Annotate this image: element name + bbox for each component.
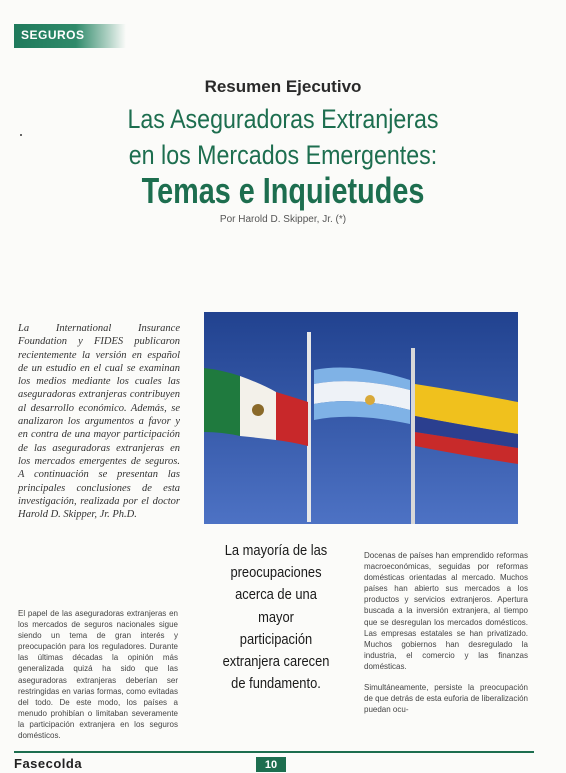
section-tab bbox=[14, 24, 126, 48]
section-label: SEGUROS bbox=[21, 28, 85, 42]
flagpole-right bbox=[411, 348, 415, 524]
column3-paragraph-1: Docenas de países han emprendido reformas macroeconómicas, seguidas por reformas domésticas orientadas al mercado. Muchos países han abierto sus mercados a los productos y servicios extranjeros. Apertura buscada a la inversión extranjera, al tiempo que se desregulan los mercados domésticos. Las empresas estatales se han privatizado. Muchos gobiernos han desregulado la industria, el comercio y las finanzas domésticas. bbox=[364, 551, 528, 671]
publisher-logo: Fasecolda bbox=[14, 756, 83, 771]
title-line-3: Temas e Inquietudes bbox=[141, 170, 425, 211]
title-line-1: Las Aseguradoras Extranjeras bbox=[127, 104, 439, 134]
body-column-1: El papel de las aseguradoras extranjeras en los mercados de seguros nacionales sigue siendo un tema de gran interés y preocupación para los reguladores. Durante las últimas décadas la opinión más generalizada quizá ha sido que las aseguradoras extranjeras deberían ser restringidas en varias formas, como evitadas del todo. De este modo, los países a menudo prohibían o limitaban severamente la participación extranjera en los seguros domésticos. bbox=[18, 609, 178, 741]
pull-quote: La mayoría de las preocupaciones acerca de una mayor participación extranjera carecen de fundamento. bbox=[222, 542, 330, 693]
flags-photo bbox=[204, 312, 518, 524]
margin-mark bbox=[20, 134, 22, 136]
body-column-3 bbox=[364, 550, 528, 725]
intro-paragraph: La International Insurance Foundation y FIDES publicaron recientemente la versión en español de un estudio en el cual se examinan los medios mediante los cuales las aseguradoras extranjeras contribuyen al desarrollo económico. Además, se analizaron los argumentos a favor y en contra de una mayor participación de las aseguradoras extranjeras en los mercados emergentes de seguros. A continuación se presentan las principales conclusiones de esta investigación, realizada por el doctor Harold D. Skipper, Jr. Ph.D. bbox=[18, 323, 180, 521]
column3-paragraph-2: Simultáneamente, persiste la preocupación de que detrás de esta euforia de liberalización puedan ocu- bbox=[364, 683, 528, 715]
kicker: Resumen Ejecutivo bbox=[204, 77, 362, 96]
title-line-2: en los Mercados Emergentes: bbox=[128, 140, 438, 170]
page-number: 10 bbox=[256, 757, 286, 772]
footer-rule bbox=[14, 751, 534, 753]
argentina-flag bbox=[314, 368, 410, 424]
byline: Por Harold D. Skipper, Jr. (*) bbox=[219, 214, 347, 225]
